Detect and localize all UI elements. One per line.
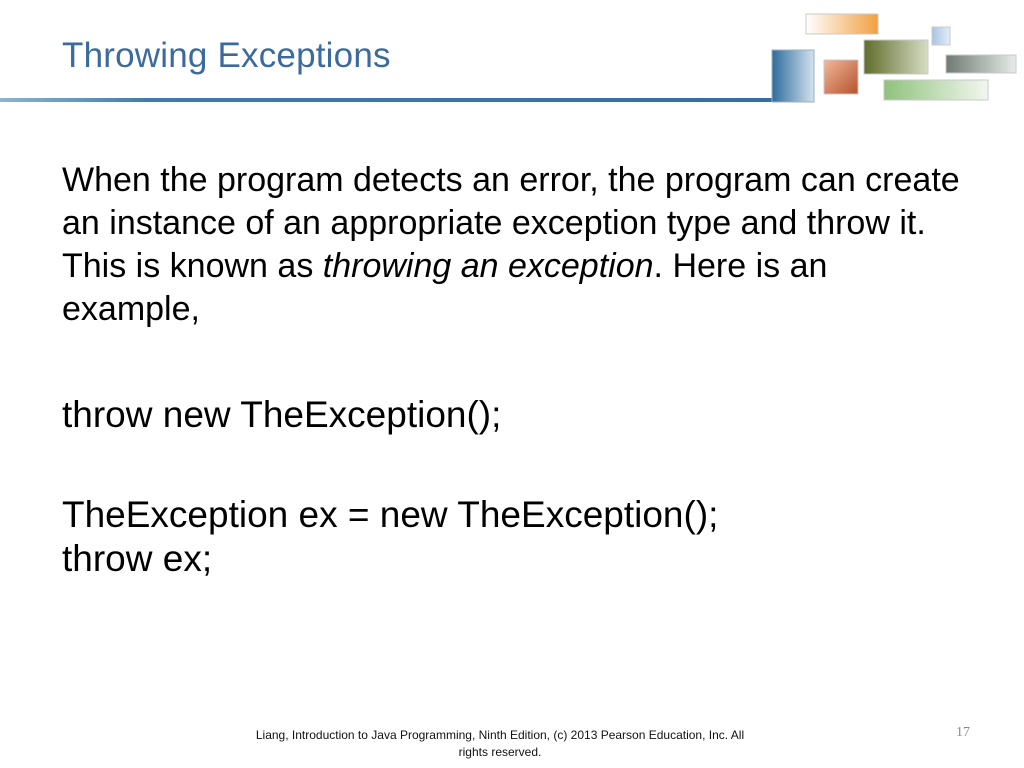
footer-line-2: rights reserved. <box>458 745 542 759</box>
paragraph-text-start: When the program detects an error, the program can create an instance of an appropriate exception type and throw it. This is known as <box>62 161 960 285</box>
code-line-throw-ex: throw ex; <box>62 538 213 579</box>
page-number: 17 <box>956 725 970 740</box>
paragraph-emphasis: throwing an exception <box>322 247 654 285</box>
intro-paragraph <box>62 159 972 331</box>
code-line-declare-exception: TheException ex = new TheException(); <box>62 494 719 535</box>
paragraph-text-end: . Here is an example, <box>62 247 828 328</box>
slide-title: Throwing Exceptions <box>62 36 391 75</box>
decorative-blocks-graphic <box>760 8 1024 108</box>
title-underline <box>0 98 772 102</box>
code-line-throw-new: throw new TheException(); <box>62 394 502 435</box>
copyright-footer <box>200 727 800 761</box>
footer-line-1: Liang, Introduction to Java Programming, Ninth Edition, (c) 2013 Pearson Education, Inc. All <box>255 728 745 742</box>
